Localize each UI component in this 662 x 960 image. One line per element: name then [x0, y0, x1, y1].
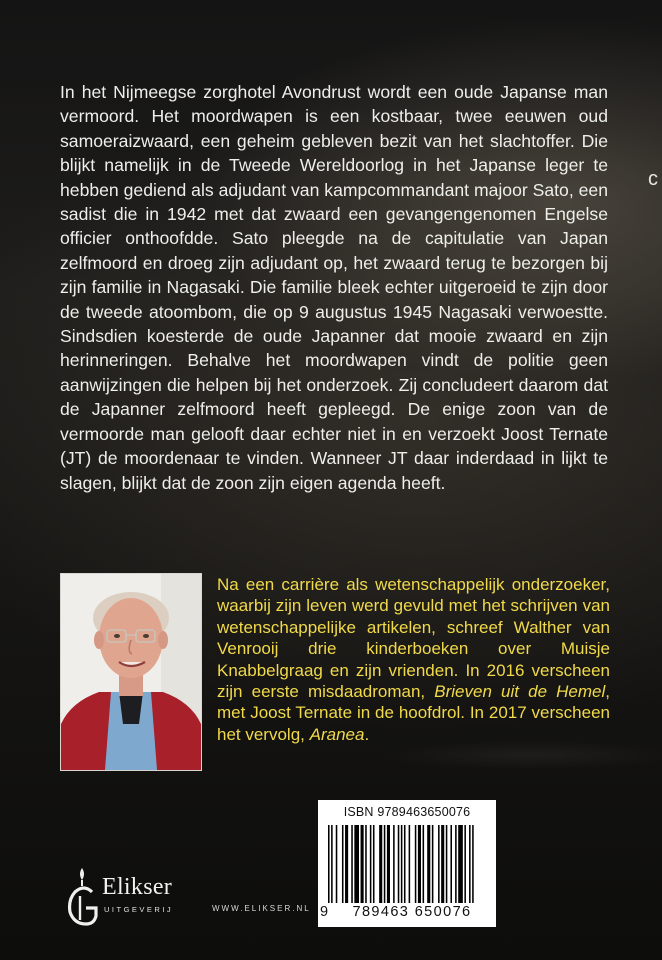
author-bio	[217, 574, 610, 745]
barcode-stripe	[328, 825, 330, 903]
barcode-stripe	[393, 825, 395, 903]
barcode-stripe	[446, 825, 448, 903]
elikser-emblem-icon	[62, 862, 102, 932]
barcode-digits	[318, 904, 496, 920]
barcode-stripe	[450, 825, 452, 903]
barcode-stripe	[404, 825, 406, 903]
barcode-stripe	[458, 825, 463, 903]
barcode-digit-group-1: 789463	[352, 904, 410, 920]
barcode-stripe	[336, 825, 338, 903]
isbn-barcode	[318, 800, 496, 927]
barcode-stripe	[379, 825, 382, 903]
barcode-stripe	[469, 825, 471, 903]
cropped-spine-letter: c	[648, 168, 658, 190]
barcode-stripe	[423, 825, 425, 903]
barcode-stripe	[438, 825, 440, 903]
publisher-website: WWW.ELIKSER.NL	[212, 904, 311, 913]
barcode-stripe	[361, 825, 364, 903]
barcode-stripe	[455, 825, 457, 903]
barcode-stripe	[409, 825, 411, 903]
bio-end: .	[364, 724, 370, 744]
publisher-name: Elikser	[102, 874, 173, 900]
barcode-stripe	[370, 825, 372, 903]
barcode-stripe	[472, 825, 474, 903]
barcode-stripe	[441, 825, 444, 903]
publisher-logo	[62, 862, 202, 932]
author-photo	[60, 573, 202, 771]
barcode-stripe	[432, 825, 434, 903]
barcode-stripe	[373, 825, 375, 903]
barcode-bars	[322, 825, 492, 905]
barcode-stripe	[354, 825, 359, 903]
barcode-stripe	[365, 825, 367, 903]
barcode-digit-first: 9	[320, 904, 330, 920]
barcode-stripe	[398, 825, 400, 903]
barcode-stripe	[401, 825, 403, 903]
barcode-stripe	[342, 825, 344, 903]
barcode-stripe	[418, 825, 421, 903]
barcode-stripe	[345, 825, 348, 903]
barcode-stripe	[415, 825, 417, 903]
barcode-stripe	[384, 825, 386, 903]
synopsis-text: In het Nijmeegse zorghotel Avondrust wordt een oude Japanse man vermoord. Het moordwapen is een kostbaar, twee eeuwen oud samoeraizwaard, een geheim gebleven bezit van het slachtoffer. Die blijkt namelijk in de Tweede Wereldoorlog in het Japanse leger te hebben gediend als adjudant van kampcommandant majoor Sato, een sadist die in 1942 met dat zwaard een gevangengenomen Engelse officier onthoofdde. Sato pleegde na de capitulatie van Japan zelfmoord en droeg zijn adjudant op, het zwaard terug te bezorgen bij zijn familie in Nagasaki. Die familie bleek echter uitgeroeid te zijn door de tweede atoombom, die op 9 augustus 1945 Nagasaki verwoestte. Sindsdien koesterde de oude Japanner dat mooie zwaard en zijn herinneringen. Behalve het moordwapen vindt de politie geen aanwijzingen die helpen bij het onderzoek. Zij concludeert daarom dat de Japanner zelfmoord heeft gepleegd. De enige zoon van de vermoorde man gelooft daar echter niet in en verzoekt Joost Ternate (JT) de moordenaar te vinden. Wanneer JT daar inderdaad in lijkt te slagen, blijkt dat de zoon zijn eigen agenda heeft.	[60, 82, 608, 493]
book-title-brieven: Brieven uit de Hemel	[434, 682, 606, 702]
publisher-subtitle: UITGEVERIJ	[104, 905, 174, 914]
bio-intro: Na een carrière als wetenschappelijk onderzoeker, waarbij zijn leven werd gevuld met het schrijven van wetenschappelijke artikelen, schreef Walther van Venrooij drie kinderboeken over Muisje Knabbelgraag en zijn vrienden. In 2016 verscheen zijn eerste misdaadroman,	[217, 575, 610, 702]
barcode-stripe	[331, 825, 333, 903]
barcode-stripe	[464, 825, 466, 903]
bio-middle: , met Joost Ternate in de hoofdrol. In 2017 verscheen het vervolg,	[217, 682, 610, 744]
barcode-stripe	[387, 825, 390, 903]
book-title-aranea: Aranea	[309, 724, 365, 744]
isbn-label: ISBN 9789463650076	[343, 805, 471, 819]
barcode-digit-group-2: 650076	[414, 904, 472, 920]
barcode-stripe	[351, 825, 353, 903]
barcode-stripe	[427, 825, 430, 903]
